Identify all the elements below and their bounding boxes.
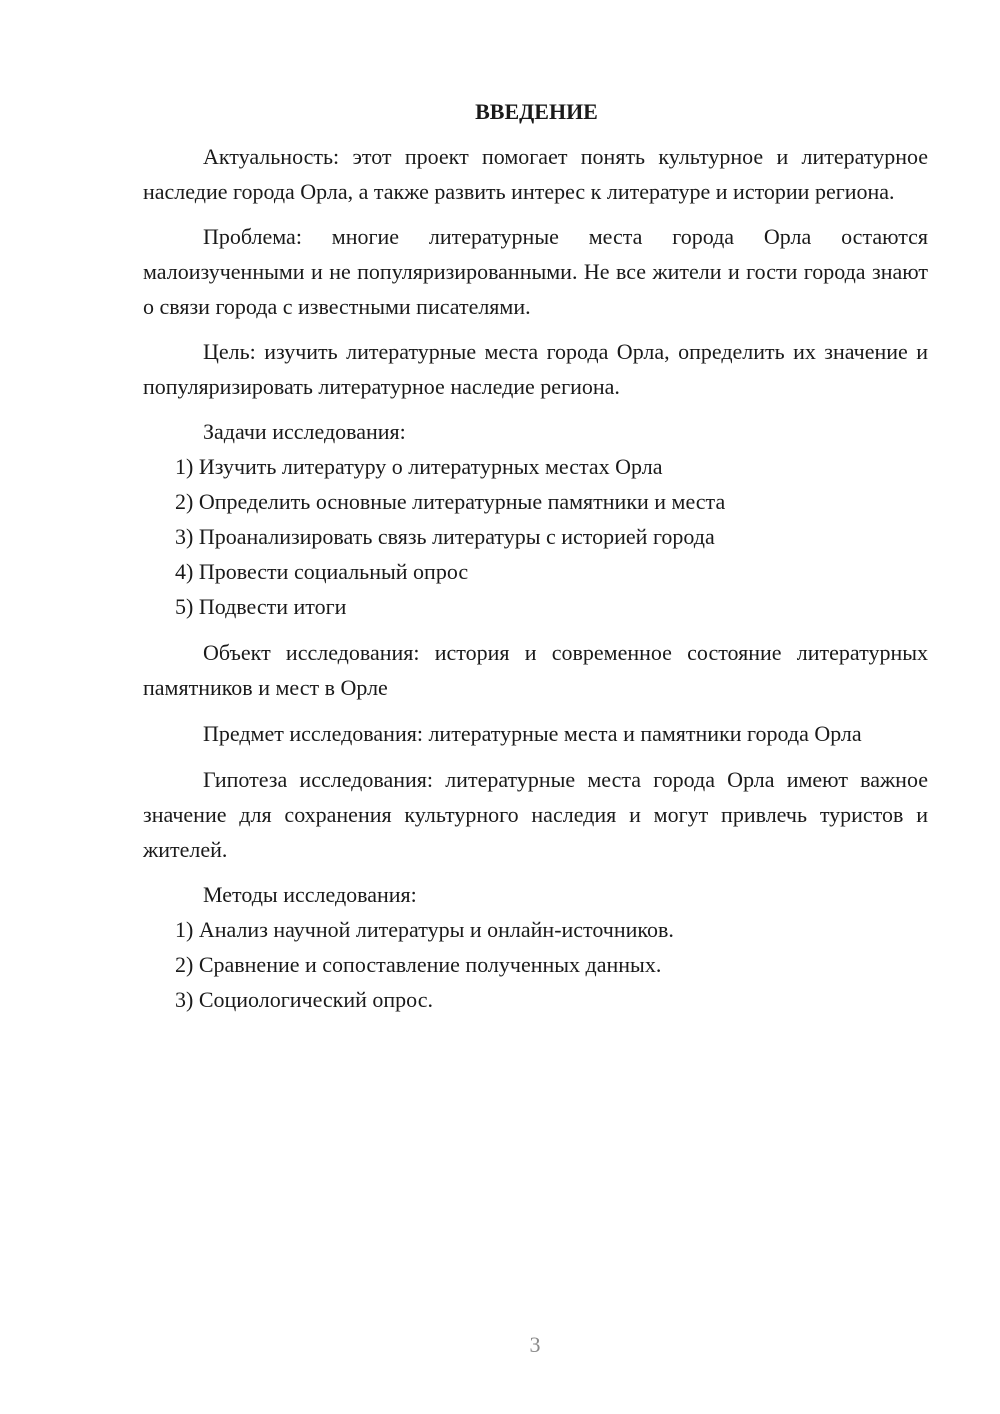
section-title: ВВЕДЕНИЕ xyxy=(475,99,598,124)
hypothesis-paragraph: Гипотеза исследования: литературные места города Орла имеют важное значение для сохранения культурного наследия и могут привлечь туристов и жителей. xyxy=(143,767,928,862)
method-item: 1) Анализ научной литературы и онлайн-источников. xyxy=(175,917,674,942)
task-item: 5) Подвести итоги xyxy=(175,594,347,619)
task-item: 2) Определить основные литературные памятники и места xyxy=(175,489,726,514)
method-item: 3) Социологический опрос. xyxy=(175,987,433,1012)
actuality-paragraph: Актуальность: этот проект помогает понять культурное и литературное наследие города Орла, а также развить интерес к литературе и истории региона. xyxy=(143,144,928,204)
object-paragraph: Объект исследования: история и современное состояние литературных памятников и мест в Орле xyxy=(143,640,928,700)
subject-paragraph: Предмет исследования: литературные места и памятники города Орла xyxy=(203,721,862,746)
methods-heading: Методы исследования: xyxy=(203,882,417,907)
document-page xyxy=(143,94,928,1017)
goal-paragraph: Цель: изучить литературные места города Орла, определить их значение и популяризировать литературное наследие региона. xyxy=(143,339,928,399)
problem-paragraph: Проблема: многие литературные места города Орла остаются малоизученными и не популяризированными. Не все жители и гости города знают о связи города с известными писателями. xyxy=(143,224,928,319)
method-item: 2) Сравнение и сопоставление полученных данных. xyxy=(175,952,662,977)
task-item: 3) Проанализировать связь литературы с историей города xyxy=(175,524,715,549)
tasks-heading: Задачи исследования: xyxy=(203,419,406,444)
task-item: 4) Провести социальный опрос xyxy=(175,559,469,584)
task-item: 1) Изучить литературу о литературных местах Орла xyxy=(175,454,663,479)
page-number: 3 xyxy=(529,1332,541,1357)
